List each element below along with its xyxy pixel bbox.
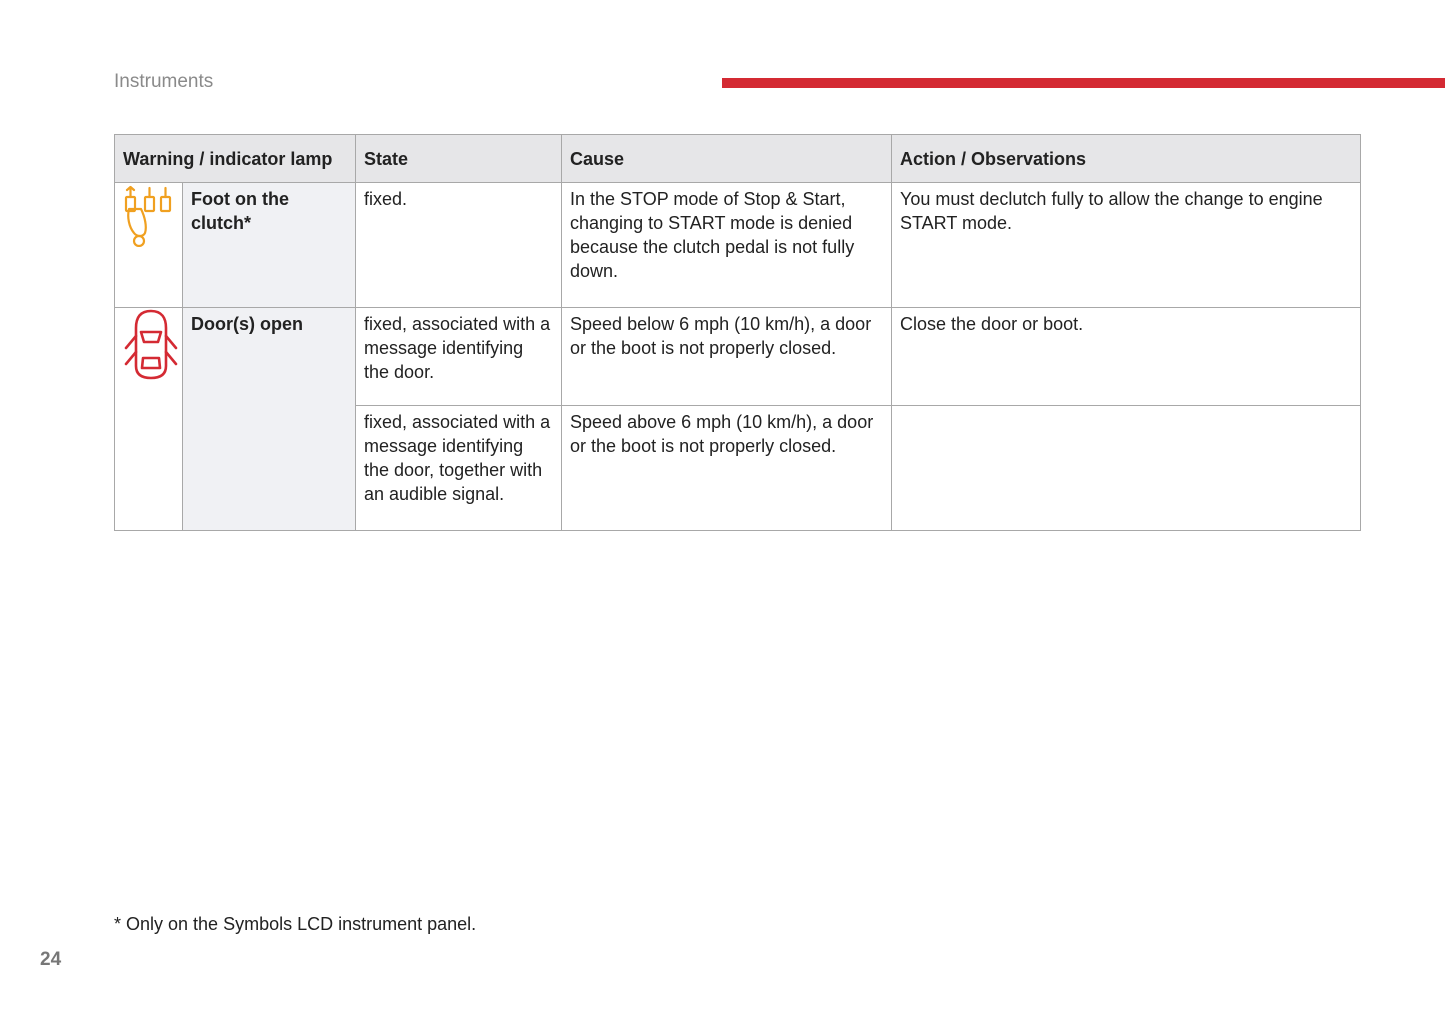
cause-cell [562, 308, 892, 406]
action-cell [892, 183, 1361, 308]
state-cell [356, 406, 562, 531]
action-text [900, 406, 1352, 410]
lamp-icon-cell [115, 183, 183, 308]
lamp-name-cell [183, 308, 356, 531]
action-text: You must declutch fully to allow the change to engine START mode. [900, 189, 1323, 233]
warning-lamps-table [114, 134, 1361, 531]
column-header-action: Action / Observations [892, 135, 1361, 183]
cause-text: In the STOP mode of Stop & Start, changing to START mode is denied because the clutch pedal is not fully down. [570, 189, 855, 281]
state-text: fixed, associated with a message identifying the door. [364, 314, 551, 382]
section-title: Instruments [114, 71, 214, 92]
lamp-icon-cell [115, 308, 183, 531]
lamp-name: Door(s) open [191, 314, 303, 334]
door-open-icon [123, 308, 179, 380]
column-header-cause: Cause [562, 135, 892, 183]
lamp-name: Foot on the clutch* [191, 189, 289, 233]
lamp-name-cell [183, 183, 356, 308]
cause-cell [562, 183, 892, 308]
footnote: * Only on the Symbols LCD instrument panel. [114, 914, 477, 934]
action-text: Close the door or boot. [900, 314, 1084, 334]
page-number: 24 [40, 949, 62, 970]
table-header-row [115, 135, 1361, 183]
cause-text: Speed below 6 mph (10 km/h), a door or the boot is not properly closed. [570, 314, 872, 358]
state-text: fixed. [364, 189, 408, 209]
foot-on-clutch-icon [123, 183, 177, 247]
table-row [115, 308, 1361, 406]
action-cell [892, 308, 1361, 406]
state-text: fixed, associated with a message identifying the door, together with an audible signal. [364, 412, 551, 504]
cause-text: Speed above 6 mph (10 km/h), a door or the boot is not properly closed. [570, 412, 874, 456]
action-cell [892, 406, 1361, 531]
state-cell [356, 308, 562, 406]
column-header-lamp: Warning / indicator lamp [115, 135, 356, 183]
state-cell [356, 183, 562, 308]
table-row [115, 183, 1361, 308]
header-accent-bar [722, 78, 1445, 88]
column-header-state: State [356, 135, 562, 183]
cause-cell [562, 406, 892, 531]
